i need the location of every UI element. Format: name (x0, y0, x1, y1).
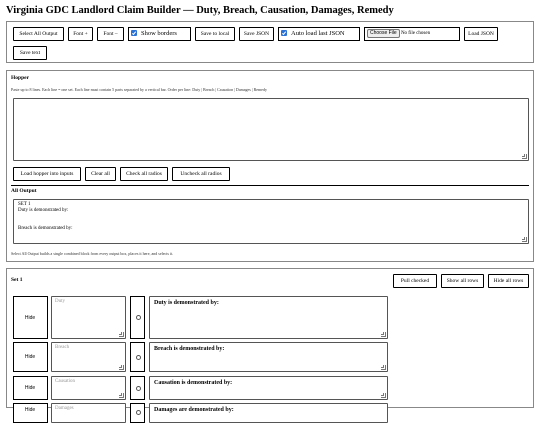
row-breach-radio[interactable] (136, 355, 141, 360)
row-breach-placeholder: Breach (55, 345, 70, 350)
row-breach-output-heading: Breach is demonstrated by: (154, 346, 225, 352)
select-all-output-button[interactable]: Select All Output (13, 27, 64, 41)
json-file-input[interactable] (364, 27, 460, 41)
all-output-heading: All Output (11, 188, 37, 194)
show-all-rows-button[interactable]: Show all rows (441, 274, 484, 288)
page-title: Virginia GDC Landlord Claim Builder — Duty, Breach, Causation, Damages, Remedy (6, 5, 394, 16)
show-borders-toggle[interactable] (128, 27, 191, 41)
load-hopper-button[interactable]: Load hopper into inputs (13, 167, 81, 181)
show-borders-label: Show borders (141, 30, 177, 37)
row-causation-radio[interactable] (136, 386, 141, 391)
hopper-panel (6, 70, 534, 262)
hopper-textarea[interactable] (13, 98, 529, 161)
clear-all-button[interactable]: Clear all (85, 167, 116, 181)
resize-grip-icon[interactable] (119, 393, 124, 398)
row-breach-input[interactable] (51, 342, 126, 372)
row-breach-output[interactable] (149, 342, 388, 372)
resize-grip-icon[interactable] (381, 332, 386, 337)
all-output-line-duty: Duty is demonstrated by: (18, 208, 69, 213)
resize-grip-icon[interactable] (381, 393, 386, 398)
resize-grip-icon[interactable] (522, 237, 527, 242)
section-divider (11, 185, 529, 186)
row-duty-input[interactable] (51, 296, 126, 339)
row-duty-hide-button[interactable]: Hide (18, 315, 42, 321)
load-json-button[interactable]: Load JSON (464, 27, 498, 41)
all-output-line-set: SET 1 (18, 202, 31, 207)
resize-grip-icon[interactable] (522, 154, 527, 159)
row-damages-output[interactable] (149, 403, 388, 423)
row-causation-input[interactable] (51, 376, 126, 400)
auto-load-last-json-checkbox[interactable] (281, 30, 287, 36)
set-1-heading: Set 1 (11, 277, 23, 283)
row-causation-output-heading: Causation is demonstrated by: (154, 380, 233, 386)
font-decrease-button[interactable]: Font – (97, 27, 124, 41)
row-causation-hide-button[interactable]: Hide (18, 385, 42, 391)
all-output-textarea[interactable] (13, 199, 529, 244)
row-causation-output[interactable] (149, 376, 388, 400)
toolbar-panel (6, 21, 534, 63)
row-breach-radio-cell (130, 342, 145, 372)
row-damages-input[interactable] (51, 403, 126, 423)
hopper-heading: Hopper (11, 75, 30, 81)
pull-checked-button[interactable]: Pull checked (393, 274, 437, 288)
row-duty-output-heading: Duty is demonstrated by: (154, 300, 219, 306)
hide-all-rows-button[interactable]: Hide all rows (488, 274, 529, 288)
all-output-content (18, 202, 73, 232)
row-breach-hide-cell (13, 342, 48, 372)
font-increase-button[interactable]: Font + (68, 27, 93, 41)
row-damages-placeholder: Damages (55, 406, 74, 411)
row-causation-hide-cell (13, 376, 48, 400)
resize-grip-icon[interactable] (119, 365, 124, 370)
row-damages-output-heading: Damages are demonstrated by: (154, 407, 234, 413)
row-duty-radio[interactable] (136, 315, 141, 320)
row-duty-radio-cell (130, 296, 145, 339)
all-output-line-breach: Breach is demonstrated by: (18, 226, 73, 231)
resize-grip-icon[interactable] (381, 365, 386, 370)
choose-file-button[interactable]: Choose File (367, 29, 400, 38)
save-text-button[interactable]: Save text (13, 46, 47, 60)
show-borders-checkbox[interactable] (131, 30, 137, 36)
auto-load-last-json-toggle[interactable] (278, 27, 360, 41)
row-causation-radio-cell (130, 376, 145, 400)
row-damages-radio-cell (130, 403, 145, 423)
row-duty-output[interactable] (149, 296, 388, 339)
set-1-panel (6, 268, 534, 413)
row-causation-placeholder: Causation (55, 379, 75, 384)
auto-load-last-json-label: Auto load last JSON (291, 30, 345, 37)
uncheck-all-radios-button[interactable]: Uncheck all radios (172, 167, 230, 181)
file-name-label: No file chosen (400, 31, 431, 36)
row-duty-placeholder: Duty (55, 299, 65, 304)
row-breach-hide-button[interactable]: Hide (18, 354, 42, 360)
hopper-help-text: Paste up to 8 lines. Each line = one set. Each line must contain 5 parts separated by a vertical bar. Order per line: Duty | Breach | Causation | Damages | Remedy (11, 87, 267, 92)
save-json-button[interactable]: Save JSON (239, 27, 274, 41)
row-damages-hide-cell (13, 403, 48, 423)
check-all-radios-button[interactable]: Check all radios (120, 167, 168, 181)
row-duty-hide-cell (13, 296, 48, 339)
row-damages-radio[interactable] (136, 410, 141, 415)
save-to-local-button[interactable]: Save to local (195, 27, 235, 41)
row-damages-hide-button[interactable]: Hide (18, 407, 42, 413)
resize-grip-icon[interactable] (119, 332, 124, 337)
all-output-help-text: Select All Output builds a single combined block from every output box, places it here, and selects it. (11, 251, 174, 256)
